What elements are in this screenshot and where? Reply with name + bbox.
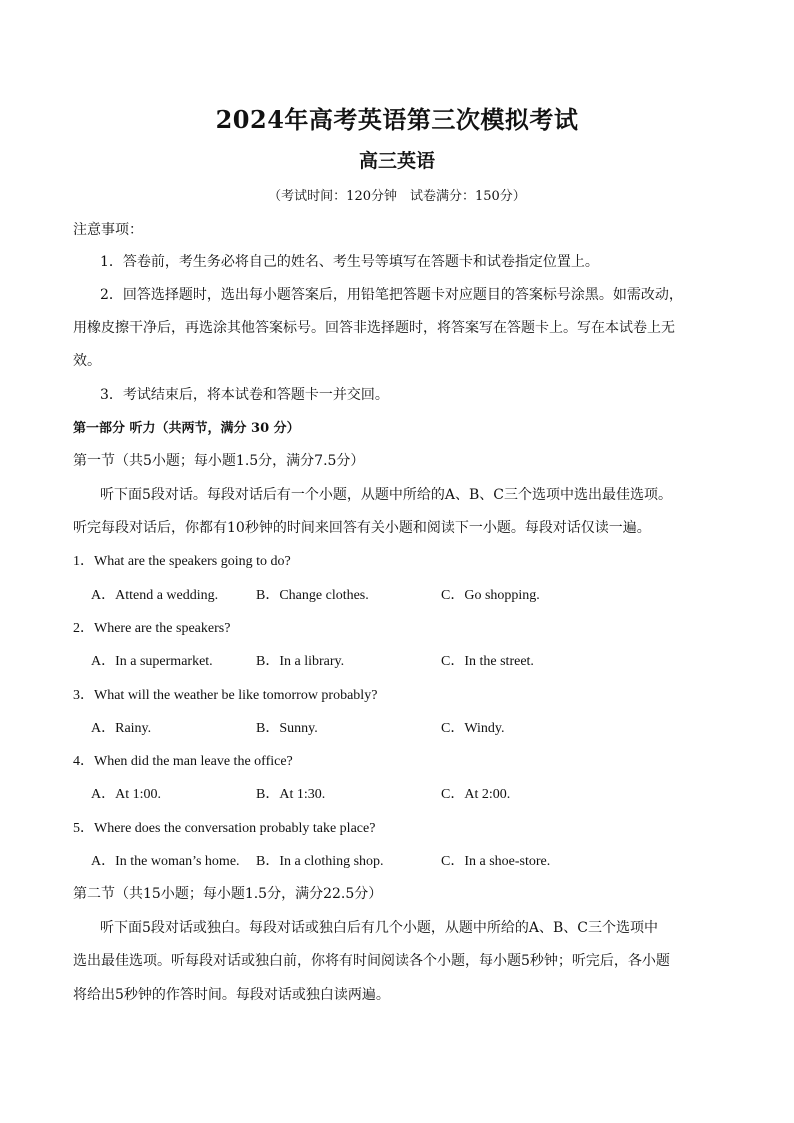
question-5-option-b: B．In a clothing shop. [256, 854, 384, 869]
exam-title: 2024年高考英语第三次模拟考试 [215, 105, 579, 134]
question-2-option-c: C．In the street. [441, 654, 534, 669]
question-5: 5．Where does the conversation probably take place? [73, 821, 376, 836]
question-2: 2．Where are the speakers? [73, 621, 231, 636]
question-1-option-a: A．Attend a wedding. [91, 588, 219, 603]
question-3: 3．What will the weather be like tomorrow probably? [73, 688, 378, 703]
section1-heading: 第一节（共5小题；每小题1.5分，满分7.5分） [73, 453, 365, 469]
section1-instructions-line-2: 听完每段对话后，你都有10秒钟的时间来回答有关小题和阅读下一小题。每段对话仅读一遍。 [73, 520, 651, 536]
section2-instructions-line-2: 选出最佳选项。听每段对话或独白前，你将有时间阅读各个小题，每小题5秒钟；听完后，各小题 [73, 953, 670, 969]
question-4-option-c: C．At 2:00. [441, 787, 511, 802]
question-4-option-a: A．At 1:00. [91, 787, 161, 802]
notes-heading: 注意事项： [73, 222, 143, 238]
question-3-option-c: C．Windy. [441, 721, 505, 736]
section1-instructions-line-1: 听下面5段对话。每段对话后有一个小题，从题中所给的A、B、C三个选项中选出最佳选项。 [100, 487, 673, 503]
exam-info: （考试时间：120分钟 试卷满分：150分） [268, 189, 526, 204]
note-1: 1．答卷前，考生务必将自己的姓名、考生号等填写在答题卡和试卷指定位置上。 [100, 254, 599, 270]
section2-instructions-line-1: 听下面5段对话或独白。每段对话或独白后有几个小题，从题中所给的A、B、C三个选项中 [100, 920, 659, 936]
section2-instructions-line-3: 将给出5秒钟的作答时间。每段对话或独白读两遍。 [73, 987, 390, 1003]
note-2-line-2: 用橡皮擦干净后，再选涂其他答案标号。回答非选择题时，将答案写在答题卡上。写在本试卷上无 [73, 320, 675, 336]
exam-subtitle: 高三英语 [358, 150, 435, 172]
question-5-option-c: C．In a shoe-store. [441, 854, 551, 869]
question-3-option-a: A．Rainy. [91, 721, 152, 736]
question-4-option-b: B．At 1:30. [256, 787, 326, 802]
note-3: 3．考试结束后，将本试卷和答题卡一并交回。 [100, 387, 389, 403]
note-2-line-3: 效。 [73, 353, 101, 369]
question-2-option-a: A．In a supermarket. [91, 654, 213, 669]
question-3-option-b: B．Sunny. [256, 721, 318, 736]
question-1: 1．What are the speakers going to do? [73, 554, 291, 569]
question-5-option-a: A．In the woman’s home. [91, 854, 240, 869]
note-2-line-1: 2．回答选择题时，选出每小题答案后，用铅笔把答题卡对应题目的答案标号涂黑。如需改动， [100, 287, 683, 303]
question-1-option-c: C．Go shopping. [441, 588, 540, 603]
section2-heading: 第二节（共15小题；每小题1.5分，满分22.5分） [73, 886, 383, 902]
question-4: 4．When did the man leave the office? [73, 754, 293, 769]
part1-heading: 第一部分 听力（共两节，满分 30 分） [73, 421, 300, 436]
question-2-option-b: B．In a library. [256, 654, 345, 669]
question-1-option-b: B．Change clothes. [256, 588, 369, 603]
